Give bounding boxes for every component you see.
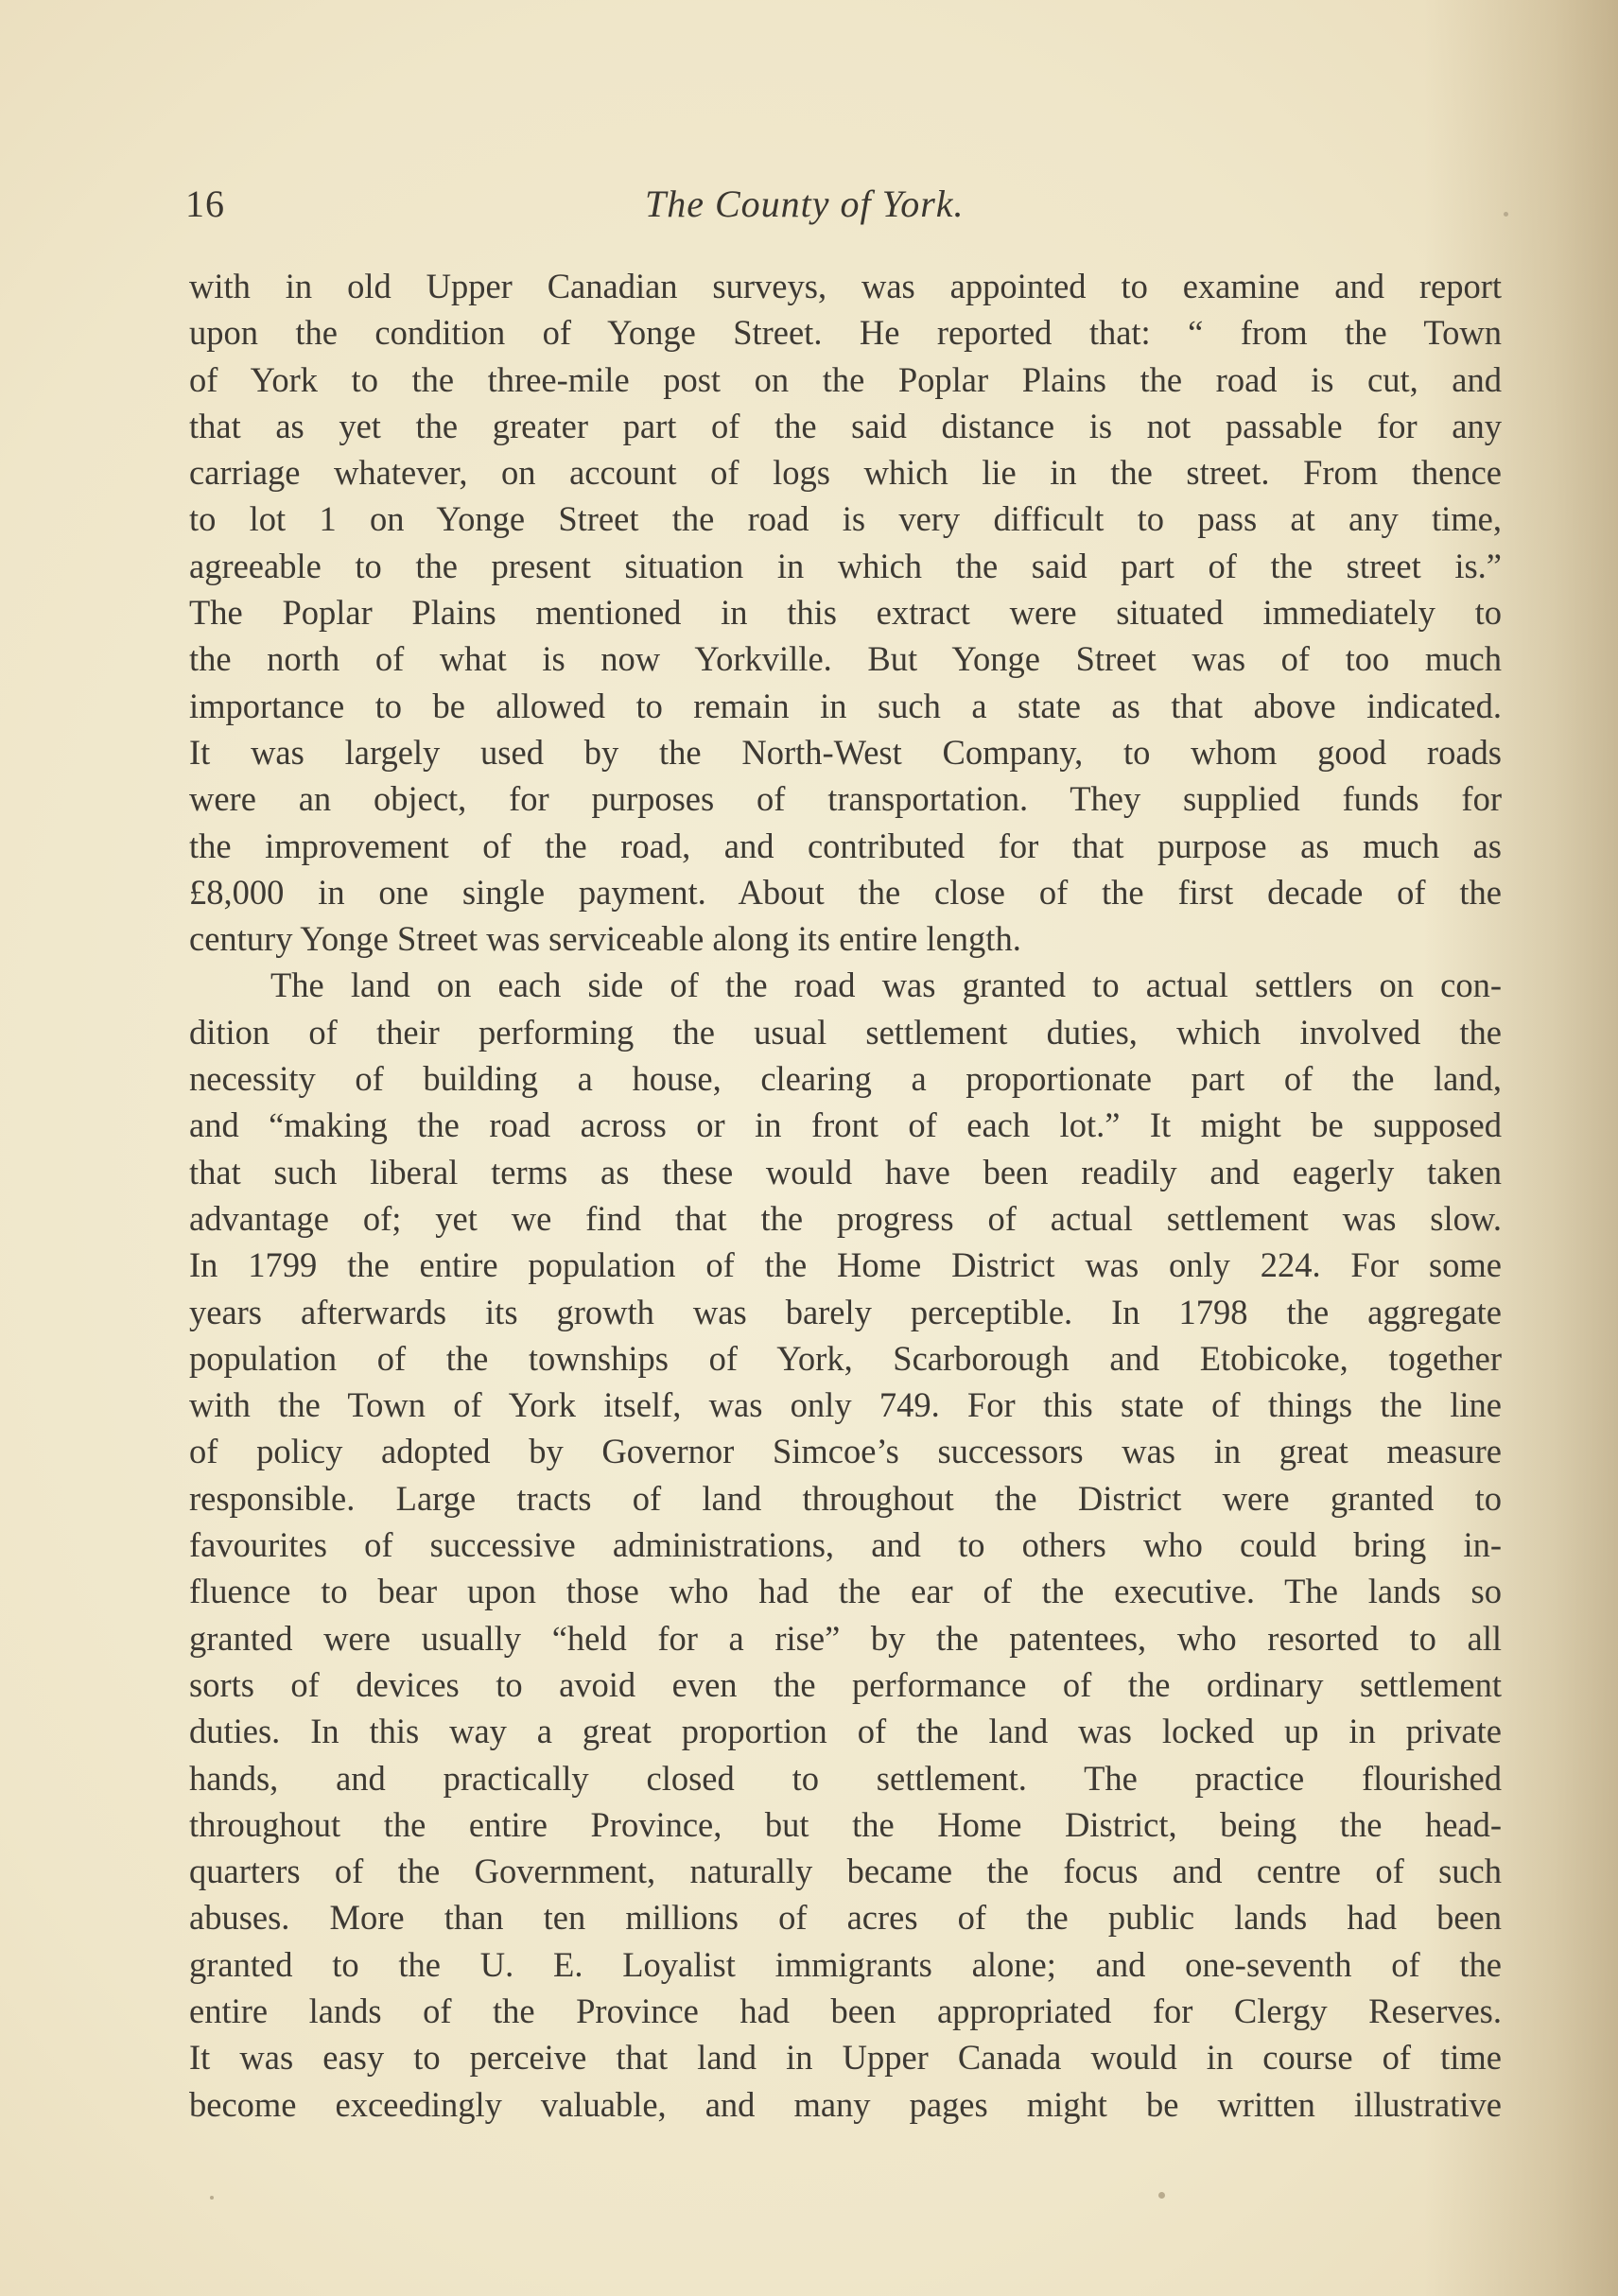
text-line: the north of what is now Yorkville. But Yonge Street was of too much — [189, 639, 1502, 679]
text-line: carriage whatever, on account of logs which lie in the street. From thence — [189, 453, 1502, 493]
text-line: The land on each side of the road was granted to actual settlers on con- — [270, 965, 1502, 1005]
running-header — [185, 182, 1509, 238]
text-line: sorts of devices to avoid even the performance of the ordinary settlement — [189, 1664, 1502, 1704]
text-line: with the Town of York itself, was only 749. For this state of things the line — [189, 1385, 1502, 1425]
text-line: years afterwards its growth was barely perceptible. In 1798 the aggregate — [189, 1292, 1502, 1331]
text-line: It was easy to perceive that land in Upper Canada would in course of time — [189, 2038, 1502, 2078]
text-line: that as yet the greater part of the said distance is not passable for any — [189, 406, 1502, 445]
running-title: The County of York. — [645, 183, 965, 225]
text-line: upon the condition of Yonge Street. He reported that: “ from the Town — [189, 313, 1502, 353]
text-line: importance to be allowed to remain in such a state as that above indicated. — [189, 686, 1502, 725]
paragraph — [189, 263, 1502, 962]
text-line: The Poplar Plains mentioned in this extract were situated immediately to — [189, 593, 1502, 633]
text-line: hands, and practically closed to settlement. The practice flourished — [189, 1758, 1502, 1798]
text-line: and “making the road across or in front of each lot.” It might be supposed — [189, 1105, 1502, 1145]
paper-speck — [1504, 212, 1508, 217]
text-line: throughout the entire Province, but the Home District, being the head- — [189, 1804, 1502, 1844]
text-line: were an object, for purposes of transportation. They supplied funds for — [189, 779, 1502, 819]
text-line: dition of their performing the usual settlement duties, which involved the — [189, 1012, 1502, 1052]
text-line: that such liberal terms as these would have been readily and eagerly taken — [189, 1152, 1502, 1191]
text-line: of York to the three-mile post on the Poplar Plains the road is cut, and — [189, 359, 1502, 399]
text-line: agreeable to the present situation in which the said part of the street is.” — [189, 546, 1502, 585]
text-line: entire lands of the Province had been appropriated for Clergy Reserves. — [189, 1991, 1502, 2030]
paper-speck — [210, 2196, 214, 2200]
text-line: with in old Upper Canadian surveys, was appointed to examine and report — [189, 267, 1502, 305]
text-line: quarters of the Government, naturally became the focus and centre of such — [189, 1852, 1502, 1891]
text-line: advantage of; yet we find that the progress of actual settlement was slow. — [189, 1198, 1502, 1238]
text-line: favourites of successive administrations, and to others who could bring in- — [189, 1525, 1502, 1565]
text-line: In 1799 the entire population of the Home District was only 224. For some — [189, 1245, 1502, 1285]
text-line: It was largely used by the North-West Company, to whom good roads — [189, 732, 1502, 772]
page-number: 16 — [185, 183, 225, 225]
text-line: century Yonge Street was serviceable along its entire length. — [189, 919, 1021, 959]
text-line: responsible. Large tracts of land throughout the District were granted to — [189, 1478, 1502, 1518]
paragraph — [189, 962, 1502, 2127]
text-line: become exceedingly valuable, and many pages might be written illustrative — [189, 2084, 1502, 2124]
text-line: £8,000 in one single payment. About the close of the first decade of the — [189, 872, 1502, 912]
text-line: duties. In this way a great proportion of the land was locked up in private — [189, 1712, 1502, 1751]
text-line: population of the townships of York, Scarborough and Etobicoke, together — [189, 1338, 1502, 1378]
text-line: the improvement of the road, and contributed for that purpose as much as — [189, 826, 1502, 865]
text-line: granted to the U. E. Loyalist immigrants alone; and one-seventh of the — [189, 1944, 1502, 1984]
text-line: to lot 1 on Yonge Street the road is very difficult to pass at any time, — [189, 499, 1502, 539]
text-line: of policy adopted by Governor Simcoe’s successors was in great measure — [189, 1432, 1502, 1471]
paper-speck — [1158, 2192, 1165, 2199]
body-text — [189, 263, 1502, 2128]
text-line: fluence to bear upon those who had the ear of the executive. The lands so — [189, 1572, 1502, 1611]
text-line: granted were usually “held for a rise” by the patentees, who resorted to all — [189, 1618, 1502, 1658]
text-line: abuses. More than ten millions of acres of the public lands had been — [189, 1898, 1502, 1938]
text-line: necessity of building a house, clearing a proportionate part of the land, — [189, 1059, 1502, 1099]
